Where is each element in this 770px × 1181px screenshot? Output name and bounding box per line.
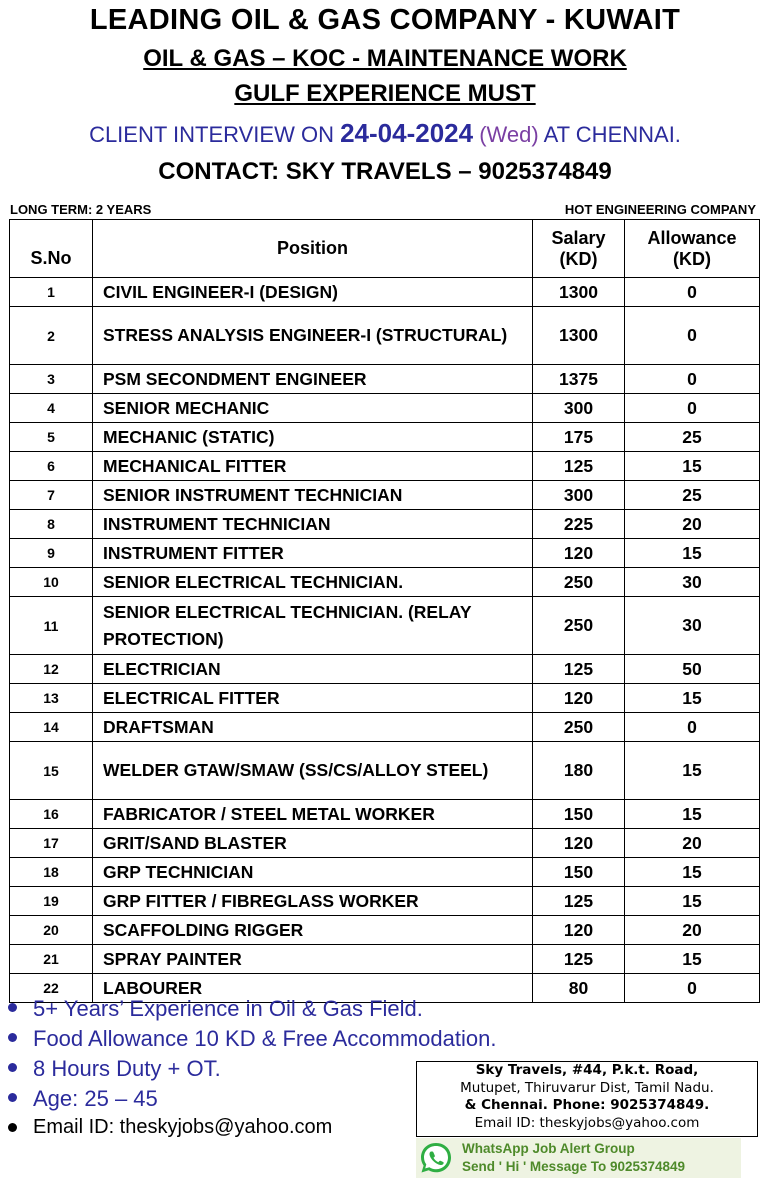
- row-allowance: 15: [625, 887, 760, 916]
- table-row: [10, 423, 760, 452]
- table-row: [10, 742, 760, 800]
- row-sno: 18: [10, 858, 93, 887]
- whatsapp-title: WhatsApp Job Alert Group: [462, 1141, 635, 1156]
- row-position: GRP TECHNICIAN: [93, 858, 533, 887]
- row-position: SENIOR ELECTRICAL TECHNICIAN. (RELAY PROTECTION): [93, 597, 533, 655]
- table-row: [10, 800, 760, 829]
- header-allowance: [625, 220, 760, 278]
- term-label: LONG TERM: 2 YEARS: [10, 202, 152, 217]
- list-item: 5+ Years’ Experience in Oil & Gas Field.: [8, 996, 628, 1026]
- row-position: GRP FITTER / FIBREGLASS WORKER: [93, 887, 533, 916]
- row-salary: 1300: [533, 307, 625, 365]
- list-item: 8 Hours Duty + OT.: [8, 1056, 628, 1086]
- row-position: PSM SECONDMENT ENGINEER: [93, 365, 533, 394]
- page-subtitle: OIL & GAS – KOC - MAINTENANCE WORK: [143, 45, 627, 72]
- row-sno: 2: [10, 307, 93, 365]
- table-row: [10, 916, 760, 945]
- row-allowance: 20: [625, 829, 760, 858]
- row-sno: 11: [10, 597, 93, 655]
- row-allowance: 50: [625, 655, 760, 684]
- row-salary: 1375: [533, 365, 625, 394]
- interview-suffix: AT CHENNAI.: [538, 122, 681, 147]
- table-row: [10, 510, 760, 539]
- row-allowance: 15: [625, 945, 760, 974]
- row-sno: 17: [10, 829, 93, 858]
- row-position: DRAFTSMAN: [93, 713, 533, 742]
- list-item: Age: 25 – 45: [8, 1086, 628, 1116]
- row-allowance: 0: [625, 307, 760, 365]
- row-position: WELDER GTAW/SMAW (SS/CS/ALLOY STEEL): [93, 742, 533, 800]
- address-line: & Chennai. Phone: 9025374849.: [464, 1097, 710, 1113]
- row-salary: 250: [533, 597, 625, 655]
- table-row: [10, 655, 760, 684]
- row-position: SPRAY PAINTER: [93, 945, 533, 974]
- row-salary: 250: [533, 568, 625, 597]
- table-row: [10, 684, 760, 713]
- row-position: LABOURER: [93, 974, 533, 1003]
- row-salary: 120: [533, 539, 625, 568]
- row-salary: 125: [533, 655, 625, 684]
- row-position: MECHANIC (STATIC): [93, 423, 533, 452]
- row-allowance: 20: [625, 510, 760, 539]
- interview-prefix: CLIENT INTERVIEW ON: [89, 122, 341, 147]
- table-row: [10, 539, 760, 568]
- row-sno: 8: [10, 510, 93, 539]
- row-salary: 120: [533, 684, 625, 713]
- row-allowance: 30: [625, 597, 760, 655]
- header-salary-line1: Salary: [551, 227, 606, 248]
- table-row: [10, 887, 760, 916]
- row-allowance: 0: [625, 394, 760, 423]
- row-position: SENIOR INSTRUMENT TECHNICIAN: [93, 481, 533, 510]
- row-allowance: 0: [625, 365, 760, 394]
- row-sno: 22: [10, 974, 93, 1003]
- row-allowance: 20: [625, 916, 760, 945]
- table-row: [10, 597, 760, 655]
- row-allowance: 15: [625, 742, 760, 800]
- address-line: Sky Travels, #44, P.k.t. Road,: [475, 1062, 699, 1078]
- row-sno: 12: [10, 655, 93, 684]
- address-email: Email ID: theskyjobs@yahoo.com: [474, 1114, 700, 1131]
- interview-info: [0, 118, 770, 149]
- row-position: INSTRUMENT FITTER: [93, 539, 533, 568]
- row-allowance: 0: [625, 278, 760, 307]
- header-salary: [533, 220, 625, 278]
- row-salary: 250: [533, 713, 625, 742]
- row-sno: 20: [10, 916, 93, 945]
- whatsapp-message: Send ' Hi ' Message To 9025374849: [462, 1159, 686, 1174]
- row-sno: 1: [10, 278, 93, 307]
- row-salary: 1300: [533, 278, 625, 307]
- row-sno: 10: [10, 568, 93, 597]
- row-allowance: 30: [625, 568, 760, 597]
- row-sno: 4: [10, 394, 93, 423]
- table-row: [10, 278, 760, 307]
- table-row: [10, 858, 760, 887]
- row-allowance: 0: [625, 974, 760, 1003]
- row-position: SENIOR ELECTRICAL TECHNICIAN.: [93, 568, 533, 597]
- row-sno: 16: [10, 800, 93, 829]
- row-salary: 120: [533, 829, 625, 858]
- header-allowance-line2: (KD): [673, 248, 711, 269]
- row-allowance: 15: [625, 684, 760, 713]
- whatsapp-banner: [416, 1138, 741, 1178]
- row-sno: 15: [10, 742, 93, 800]
- row-sno: 21: [10, 945, 93, 974]
- address-line: Mutupet, Thiruvarur Dist, Tamil Nadu.: [460, 1079, 714, 1096]
- row-allowance: 15: [625, 539, 760, 568]
- row-salary: 80: [533, 974, 625, 1003]
- table-row: [10, 713, 760, 742]
- row-allowance: 0: [625, 713, 760, 742]
- row-position: SCAFFOLDING RIGGER: [93, 916, 533, 945]
- positions-table: [9, 219, 760, 1003]
- header-sno: S.No: [10, 220, 93, 278]
- list-item: Email ID: theskyjobs@yahoo.com: [8, 1116, 628, 1146]
- row-allowance: 25: [625, 481, 760, 510]
- row-salary: 300: [533, 394, 625, 423]
- row-salary: 120: [533, 916, 625, 945]
- row-sno: 19: [10, 887, 93, 916]
- row-position: SENIOR MECHANIC: [93, 394, 533, 423]
- row-position: CIVIL ENGINEER-I (DESIGN): [93, 278, 533, 307]
- table-row: [10, 481, 760, 510]
- whatsapp-icon: [418, 1141, 454, 1175]
- row-salary: 125: [533, 452, 625, 481]
- row-salary: 125: [533, 887, 625, 916]
- row-sno: 14: [10, 713, 93, 742]
- table-header-row: [10, 220, 760, 278]
- table-row: [10, 945, 760, 974]
- experience-requirement: GULF EXPERIENCE MUST: [234, 80, 536, 107]
- bullet-icon: [8, 1033, 17, 1042]
- row-sno: 9: [10, 539, 93, 568]
- table-row: [10, 307, 760, 365]
- row-allowance: 15: [625, 858, 760, 887]
- table-row: [10, 394, 760, 423]
- bullet-icon: [8, 1093, 17, 1102]
- row-position: GRIT/SAND BLASTER: [93, 829, 533, 858]
- bullet-icon: [8, 1003, 17, 1012]
- row-salary: 125: [533, 945, 625, 974]
- row-position: ELECTRICAL FITTER: [93, 684, 533, 713]
- contact-line: CONTACT: SKY TRAVELS – 9025374849: [158, 158, 612, 185]
- row-position: ELECTRICIAN: [93, 655, 533, 684]
- row-sno: 7: [10, 481, 93, 510]
- header-position: Position: [93, 220, 533, 278]
- row-allowance: 15: [625, 800, 760, 829]
- row-position: FABRICATOR / STEEL METAL WORKER: [93, 800, 533, 829]
- row-allowance: 25: [625, 423, 760, 452]
- row-salary: 180: [533, 742, 625, 800]
- page-title: LEADING OIL & GAS COMPANY - KUWAIT: [89, 4, 681, 36]
- row-salary: 300: [533, 481, 625, 510]
- row-position: INSTRUMENT TECHNICIAN: [93, 510, 533, 539]
- bullet-icon: [8, 1063, 17, 1072]
- row-sno: 5: [10, 423, 93, 452]
- list-item: Food Allowance 10 KD & Free Accommodation.: [8, 1026, 628, 1056]
- table-row: [10, 452, 760, 481]
- row-sno: 13: [10, 684, 93, 713]
- row-salary: 225: [533, 510, 625, 539]
- row-sno: 6: [10, 452, 93, 481]
- table-row: [10, 568, 760, 597]
- row-allowance: 15: [625, 452, 760, 481]
- row-salary: 150: [533, 858, 625, 887]
- row-salary: 150: [533, 800, 625, 829]
- row-position: MECHANICAL FITTER: [93, 452, 533, 481]
- company-label: HOT ENGINEERING COMPANY: [564, 202, 756, 217]
- row-position: STRESS ANALYSIS ENGINEER-I (STRUCTURAL): [93, 307, 533, 365]
- row-salary: 175: [533, 423, 625, 452]
- bullet-icon: [8, 1123, 17, 1132]
- header-allowance-line1: Allowance: [647, 227, 737, 248]
- table-row: [10, 365, 760, 394]
- interview-date: 24-04-2024: [340, 118, 474, 148]
- header-salary-line2: (KD): [559, 248, 598, 269]
- row-sno: 3: [10, 365, 93, 394]
- interview-day: (Wed): [479, 122, 539, 147]
- address-box: [416, 1061, 758, 1137]
- table-row: [10, 829, 760, 858]
